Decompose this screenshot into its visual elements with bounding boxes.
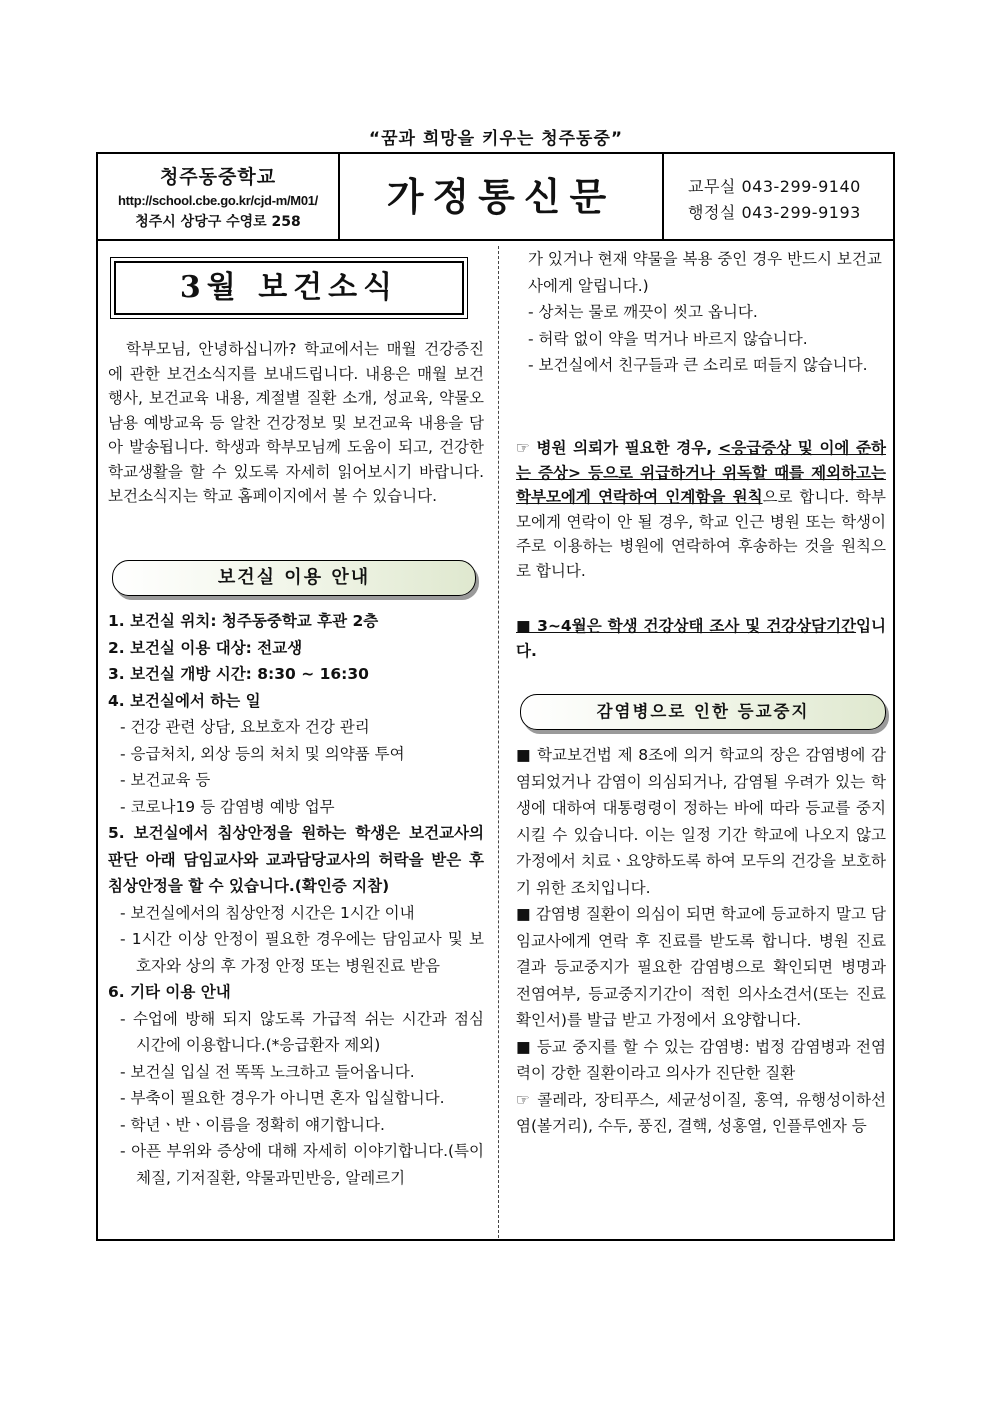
sub-item: - 상처는 물로 깨끗이 씻고 옵니다. <box>528 303 758 321</box>
sub-item: - 보건실에서의 침상안정 시간은 1시간 이내 <box>120 903 415 922</box>
health-room-list <box>108 608 484 1191</box>
phone-admin-office: 행정실 043-299-9193 <box>688 203 861 222</box>
hospital-lead: ☞ 병원 의뢰가 필요한 경우, <box>516 439 713 457</box>
contact-phones <box>688 174 861 226</box>
phone-teachers-office: 교무실 043-299-9140 <box>688 177 861 196</box>
header <box>98 154 893 241</box>
sub-item: - 1시간 이상 안정이 필요한 경우에는 담임교사 및 보호자와 상의 후 가정 안정 또는 병원진료 받음 <box>120 930 484 975</box>
hospital-emphasis: <응급증상 및 이에 준하는 증상> 등으로 위급하거나 위독할 때를 제외하고는 학부모에게 연락하여 인계함을 원칙 <box>516 439 886 506</box>
newsletter-frame <box>96 152 895 1241</box>
section-health-room-guide: 보건실 이용 안내 <box>112 560 476 596</box>
hospital-rest: 으로 합니다. 학부모에게 연락이 안 될 경우, 학교 인근 병원 또는 학생이 주로 이용하는 병원에 연락하여 후송하는 것을 원칙으로 합니다. <box>516 488 886 580</box>
sub-item: - 건강 관련 상담, 요보호자 건강 관리 <box>120 718 370 736</box>
hospital-referral-notice <box>516 436 886 583</box>
sub-item: - 부축이 필요한 경우가 아니면 혼자 입실합니다. <box>120 1089 445 1107</box>
continued-list <box>516 246 886 379</box>
issue-title: 3월 보건소식 <box>114 261 464 315</box>
paragraph: ☞ 콜레라, 장티푸스, 세균성이질, 홍역, 유행성이하선염(볼거리), 수두, 풍진, 결핵, 성홍열, 인플루엔자 등 <box>516 1090 886 1135</box>
school-name: 청주동중학교 <box>159 166 277 188</box>
intro-paragraph: 학부모님, 안녕하십니까? 학교에서는 매월 건강증진에 관한 보건소식지를 보내드립니다. 내용은 매월 보건행사, 보건교육 내용, 계절별 질환 소개, 성교육, 약물오남용 예방교육 등 알찬 건강정보 및 보건교육 내용을 담아 발송됩니다. 학생과 학부모님께 도움이 되고, 건강한 학교생활을 할 수 있도록 자세히 읽어보시기 바랍니다. 보건소식지는 학교 홈페이지에서 볼 수 있습니다. <box>108 340 484 505</box>
column-divider <box>498 246 499 1238</box>
section-infectious-disease: 감염병으로 인한 등교중지 <box>520 694 886 730</box>
paragraph: ■ 학교보건법 제 8조에 의거 학교의 장은 감염병에 감염되었거나 감염이 의심되거나, 감염될 우려가 있는 학생에 대하여 대통령령이 정하는 바에 따라 등교를 중지시킬 수 있습니다. 이는 일정 기간 학교에 나오지 않고 가정에서 치료ㆍ요양하도록 하여 모두의 건강을 보호하기 위한 조치입니다. <box>516 746 886 897</box>
list-item: 6. 기타 이용 안내 <box>108 983 231 1001</box>
paragraph: ■ 감염병 질환이 의심이 되면 학교에 등교하지 말고 담임교사에게 연락 후 진료를 받도록 합니다. 병원 진료 결과 등교중지가 필요한 감염병으로 확인되면 병명과 전염여부, 등교중지기간이 적힌 의사소견서(또는 진료확인서)를 발급 받고 가정에서 요양합니다. <box>516 905 886 1029</box>
list-item: 4. 보건실에서 하는 일 <box>108 691 261 710</box>
sub-item: - 허락 없이 약을 먹거나 바르지 않습니다. <box>528 329 808 348</box>
checkup-rest: 입니다. <box>516 617 886 660</box>
list-item: 1. 보건실 위치: 청주동중학교 후관 2층 <box>108 612 379 630</box>
list-item: 2. 보건실 이용 대상: 전교생 <box>108 638 303 657</box>
sub-item: - 응급처치, 외상 등의 처치 및 의약품 투여 <box>120 744 405 763</box>
issue-title-box <box>110 257 468 319</box>
list-item: 5. 보건실에서 침상안정을 원하는 학생은 보건교사의 판단 아래 담임교사와 교과담당교사의 허락을 받은 후 침상안정을 할 수 있습니다.(확인증 지참) <box>108 824 484 895</box>
sub-item: - 보건실 입실 전 똑똑 노크하고 들어옵니다. <box>120 1062 415 1081</box>
newsletter-title: 가정통신문 <box>340 154 664 239</box>
sub-item: - 학년ㆍ반ㆍ이름을 정확히 얘기합니다. <box>120 1115 385 1134</box>
sub-item: - 아픈 부위와 증상에 대해 자세히 이야기합니다.(특이체질, 기저질환, 약물과민반응, 알레르기 <box>120 1142 484 1187</box>
motto: “꿈과 희망을 키우는 청주동중” <box>368 129 624 149</box>
school-url[interactable]: http://school.cbe.go.kr/cjd-m/M01/ <box>118 193 318 208</box>
continued-text: 가 있거나 현재 약물을 복용 중인 경우 반드시 보건교사에게 알립니다.) <box>528 250 882 295</box>
school-info <box>98 154 340 239</box>
sub-item: - 수업에 방해 되지 않도록 가급적 쉬는 시간과 점심 시간에 이용합니다.(*응급환자 제외) <box>120 1009 484 1054</box>
sub-item: - 코로나19 등 감염병 예방 업무 <box>120 797 335 816</box>
checkup-notice <box>516 614 886 663</box>
checkup-emphasis: ■ 3~4월은 학생 건강상태 조사 및 건강상담기간 <box>516 617 857 635</box>
sub-item: - 보건교육 등 <box>120 771 211 789</box>
infectious-disease-info <box>516 742 886 1140</box>
paragraph: ■ 등교 중지를 할 수 있는 감염병: 법정 감염병과 전염력이 강한 질환이라고 의사가 진단한 질환 <box>516 1037 886 1082</box>
list-item: 3. 보건실 개방 시간: 8:30 ~ 16:30 <box>108 665 369 683</box>
school-address: 청주시 상당구 수영로 258 <box>135 214 301 230</box>
sub-item: - 보건실에서 친구들과 큰 소리로 떠들지 않습니다. <box>528 356 868 374</box>
